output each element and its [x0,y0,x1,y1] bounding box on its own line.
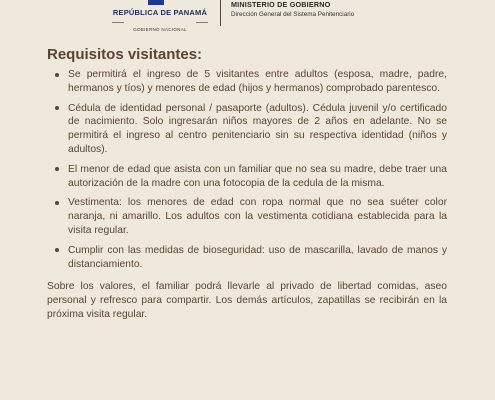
bullet-icon [55,73,59,77]
main-content [47,46,447,322]
document-header [0,0,495,32]
list-item [47,102,447,157]
panama-flag-icon [148,0,164,5]
list-item-text: Cédula de identidad personal / pasaporte (adultos). Cédula juvenil y/o certificado de nacimiento. Solo ingresarán niños mayores de 2 años en adelante. No se permitirá el ingreso al centro penitenciario sin su respectiva identidad (niños y adultos). [68,102,447,155]
list-item [47,244,447,272]
list-item [47,196,447,237]
bullet-icon [55,248,59,252]
bullet-icon [55,106,59,110]
requirements-list [47,68,447,271]
left-rule [112,22,124,23]
list-item-text: El menor de edad que asista con un familiar que no sea su madre, debe traer una autorización de la madre con una fotocopia de la cedula de la misma. [68,163,447,189]
list-item-text: Cumplir con las medidas de bioseguridad: uso de mascarilla, lavado de manos y distanciamiento. [68,244,447,270]
ministry-title: MINISTERIO DE GOBIERNO [231,0,331,9]
ministry-block [231,0,354,18]
list-item-text: Se permitirá el ingreso de 5 visitantes entre adultos (esposa, madre, padre, hermanos y tíos) y menores de edad (hijos y hermanos) comprobado parentesco. [68,69,447,94]
gov-subtitle: GOBIERNO NACIONAL [133,27,187,32]
section-title: Requisitos visitantes: [47,46,203,63]
list-item [47,68,447,96]
bullet-icon [55,201,59,205]
right-rule [196,22,208,23]
gov-title: REPÚBLICA DE PANAMÁ [112,8,208,17]
list-item-text: Vestimenta: los menores de edad con ropa normal que no sea suéter color naranja, ni amarillo. Los adultos con la vestimenta cotidiana establecida para la visita regular. [68,197,447,236]
header-divider [220,0,221,26]
government-logo [108,8,212,32]
bullet-icon [55,167,59,171]
list-item [47,163,447,191]
closing-note: Sobre los valores, el familiar podrá llevarle al privado de libertad comidas, aseo personal y refresco para compartir. Los demás artículos, zapatillas se recibirán en la próxima visita regular. [47,281,447,320]
ministry-subtitle: Dirección General del Sistema Penitenciario [231,11,355,18]
